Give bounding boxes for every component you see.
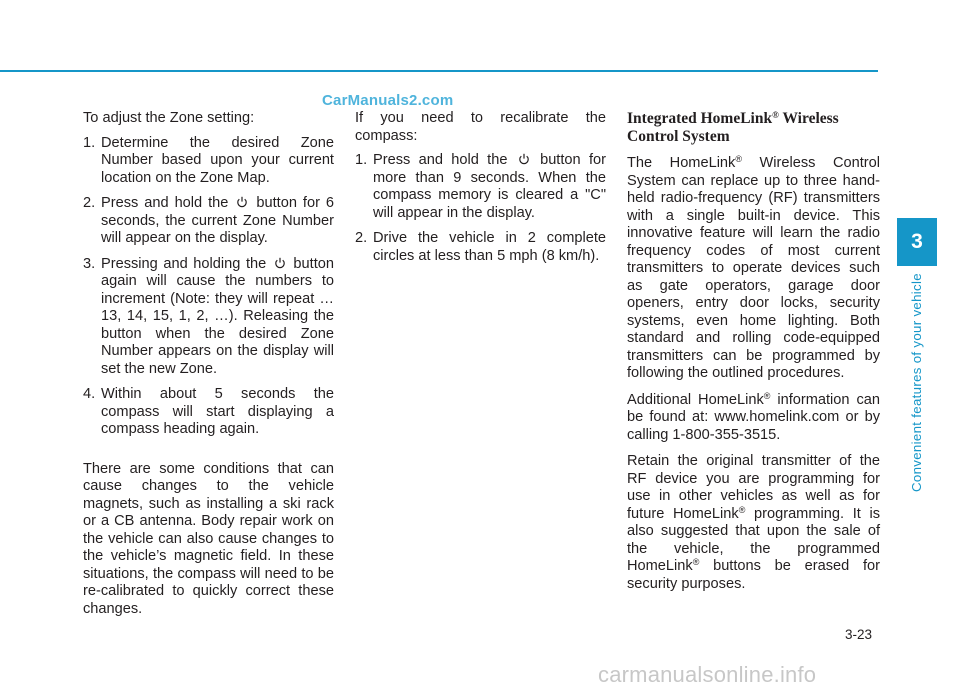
power-icon xyxy=(518,153,530,165)
watermark-bottom: carmanualsonline.info xyxy=(598,662,817,687)
power-icon xyxy=(236,196,248,208)
heading-text: Integrated HomeLink xyxy=(627,110,773,127)
step-number: 1. xyxy=(355,152,368,168)
step-text-before: Press and hold the xyxy=(373,152,508,168)
paragraph-text: programming. It is also suggested that upon the sale of the vehicle, the programmed HomeLink xyxy=(627,505,880,574)
step-number: 1. xyxy=(83,134,96,151)
paragraph-text: Additional HomeLink xyxy=(627,391,764,408)
paragraph-text: Wireless Control System can replace up to three hand-held radio-frequency (RF) transmitters with a single built-in device. This innovative feature will learn the radio frequency codes of most current transmitters to operate devices such as gate operators, garage door openers, entry door locks, security systems, even home lighting. Both standard and rolling code-equipped transmitters can be programmed by following the outlined procedures. xyxy=(627,155,881,381)
list-item xyxy=(83,195,334,248)
power-icon xyxy=(274,257,286,269)
step-text-before: Press and hold the xyxy=(101,195,229,211)
homelink-info-paragraph xyxy=(627,392,880,445)
paragraph-text: Retain the original transmitter of the RF device you are programming for use in other vehicles as well as for future HomeLink xyxy=(627,453,880,522)
section-heading xyxy=(627,110,880,145)
list-item xyxy=(83,386,334,439)
paragraph-text: information can be found at: www.homelink.com or by calling 1-800-355-3515. xyxy=(627,391,881,443)
registered-mark: ® xyxy=(738,504,746,515)
spacer xyxy=(83,447,334,461)
registered-mark: ® xyxy=(763,390,771,401)
registered-mark: ® xyxy=(735,154,742,164)
step-text-after: button again will cause the numbers to increment (Note: they will repeat …13, 14, 15, 1, 2, …). Releasing the button when the desired Zone Number appears on the display will set the new Zone. xyxy=(101,255,334,377)
homelink-retain-paragraph xyxy=(627,453,880,593)
zone-intro: To adjust the Zone setting: xyxy=(83,110,255,126)
step-number: 2. xyxy=(355,230,368,246)
registered-mark: ® xyxy=(692,557,700,567)
list-item xyxy=(355,152,606,222)
recalibrate-steps xyxy=(355,152,606,265)
column-left xyxy=(83,110,334,627)
step-text: Within about 5 seconds the compass will start displaying a compass heading again. xyxy=(101,386,334,437)
chapter-title xyxy=(906,273,960,492)
step-text: Drive the vehicle in 2 complete circles at less than 5 mph (8 km/h). xyxy=(373,230,606,264)
column-right xyxy=(627,110,880,602)
step-text-after: button for more than 9 seconds. When the compass memory is cleared a "C" will appear in the display. xyxy=(373,152,606,221)
magnetic-conditions-paragraph: There are some conditions that can cause changes to the vehicle magnets, such as installing a ski rack or a CB antenna. Body repair work on the vehicle can also cause changes to the vehicle’s magnetic field. In these situations, the compass will need to be re-calibrated to quickly correct these changes. xyxy=(83,460,334,617)
chapter-title-text: Convenient features of your vehicle xyxy=(909,273,924,492)
step-number: 2. xyxy=(83,195,96,211)
list-item xyxy=(355,230,606,265)
registered-mark: ® xyxy=(772,110,779,120)
homelink-description-paragraph xyxy=(627,155,880,383)
zone-steps xyxy=(83,135,334,439)
step-number: 4. xyxy=(83,386,96,402)
step-text: Determine the desired Zone Number based upon your current location on the Zone Map. xyxy=(101,134,334,186)
step-number: 3. xyxy=(83,255,96,272)
list-item xyxy=(83,135,334,188)
heading-text: Wireless Control System xyxy=(627,110,839,145)
header-rule xyxy=(0,70,878,72)
paragraph-text: The HomeLink xyxy=(627,155,736,171)
paragraph-text: buttons be erased for security purposes. xyxy=(627,558,881,592)
column-middle xyxy=(355,110,606,273)
step-text-before: Pressing and holding the xyxy=(101,255,267,272)
chapter-number-tab: 3 xyxy=(897,218,937,266)
recalibrate-intro: If you need to recalibrate the compass: xyxy=(355,110,606,144)
list-item xyxy=(83,256,334,379)
page-number: 3-23 xyxy=(845,627,873,642)
watermark-top: CarManuals2.com xyxy=(322,92,454,109)
step-text-after: button for 6 seconds, the current Zone Number will appear on the display. xyxy=(101,195,334,246)
